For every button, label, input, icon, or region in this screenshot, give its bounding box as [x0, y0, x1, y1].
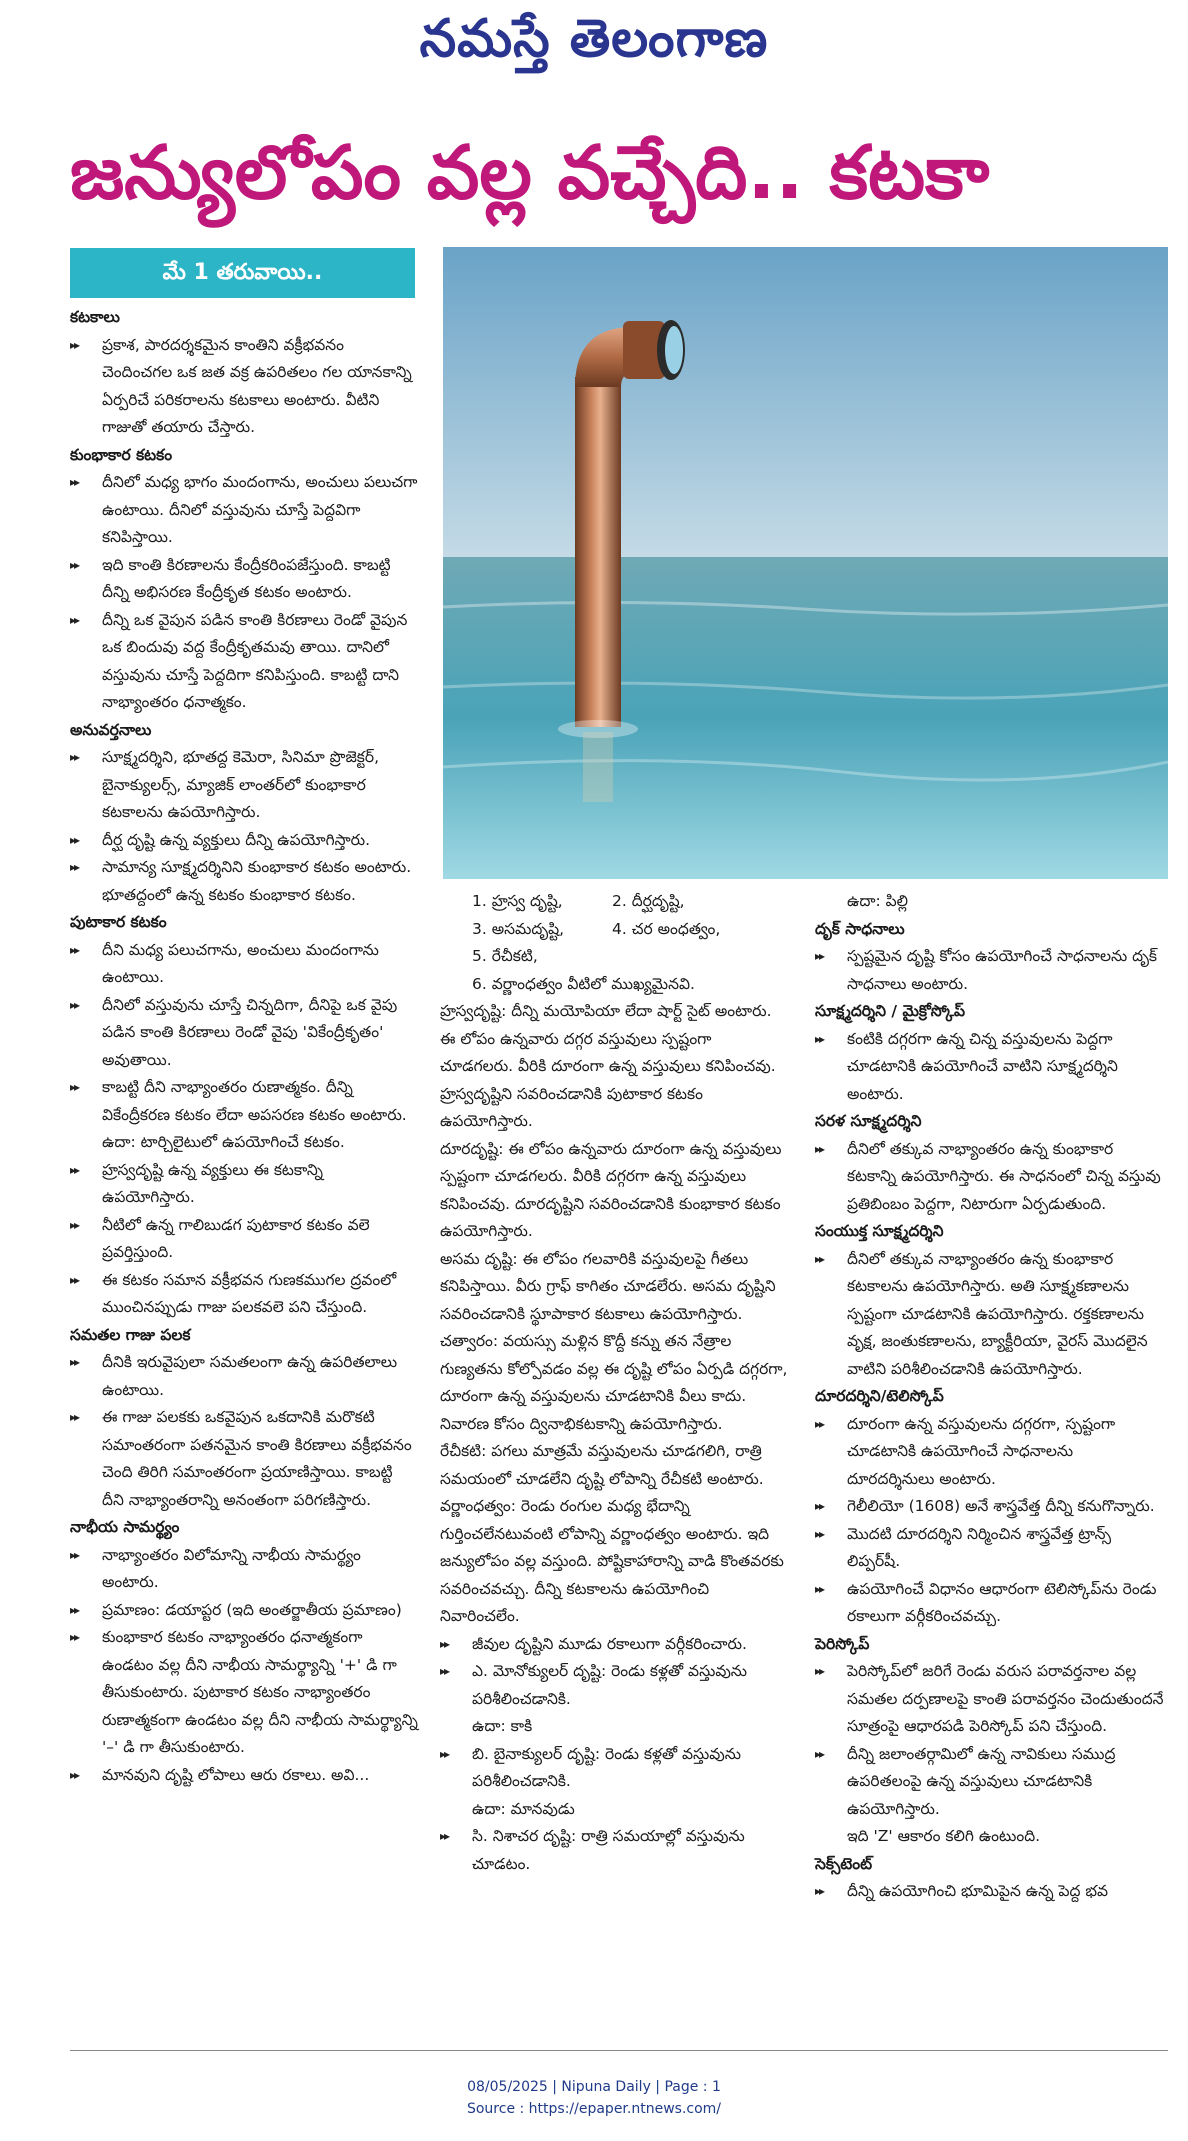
footer-source-line: Source : https://epaper.ntnews.com/: [466, 2101, 722, 2117]
bullet-item: ▸▸ దీనిలో వస్తువును చూస్తే చిన్నదిగా, దీనిపై ఒక వైపు పడిన కాంతి కిరణాలు రెండో వైపు 'వికేంద్రీకృతం' అవుతాయి.: [70, 992, 418, 1075]
section-heading: పుటాకార కటకం: [70, 913, 167, 931]
bullet-item: ▸▸ దీనిలో తక్కువ నాభ్యాంతరం ఉన్న కుంభాకార కటకాలను ఉపయోగిస్తారు. అతి సూక్ష్మకణాలను స్పష్టంగా చూడటానికి ఉపయోగిస్తారు. రక్తకణాలను వృక్ష, జంతుకణాలను, బ్యాక్టీరియా, వైరస్ మొదలైన వాటిని పరిశీలించడానికి ఉపయోగిస్తారు.: [815, 1246, 1165, 1384]
column-3: [815, 888, 1165, 1906]
section-heading: సంయుక్త సూక్ష్మదర్శిని: [815, 1222, 944, 1240]
defect-list-entry: 4. చర అంధత్వం,: [612, 919, 721, 938]
column-2: [440, 888, 788, 1878]
bullet-item: ▸▸ కుంభాకార కటకం నాభ్యాంతరం ధనాత్మకంగా ఉండటం వల్ల దీని నాభీయ సామర్థ్యాన్ని '+' డి గా తీసుకుంటారు. పుటాకార కటకం నాభ్యాంతరం రుణాత్మకంగా ఉండటం వల్ల దీని నాభీయ సామర్థ్యాన్ని '–' డి గా తీసుకుంటారు.: [70, 1624, 418, 1762]
section-heading: పెరిస్కోప్: [815, 1634, 870, 1653]
bullet-item: ▸▸ ఈ కటకం సమాన వక్రీభవన గుణకముగల ద్రవంలో ముంచినప్పుడు గాజు పలకవలె పని చేస్తుంది.: [70, 1267, 418, 1322]
section-heading: సూక్ష్మదర్శిని / మైక్రోస్కోప్: [815, 1002, 965, 1020]
bullet-item: ▸▸ దీనిలో మధ్య భాగం మందంగాను, అంచులు పలుచగా ఉంటాయి. దీనిలో వస్తువును చూస్తే పెద్దవిగా కనిపిస్తాయి.: [70, 469, 418, 552]
bullet-item: ▸▸ దీనికి ఇరువైపులా సమతలంగా ఉన్న ఉపరితలాలు ఉంటాయి.: [70, 1349, 418, 1404]
section-heading: దృక్ సాధనాలు: [815, 919, 905, 938]
bullet-item: ▸▸ బి. బైనాక్యులర్ దృష్టి: రెండు కళ్లతో వస్తువును పరిశీలించడానికి.: [440, 1741, 788, 1796]
bullet-item: ▸▸ ప్రమాణం: డయాప్టర (ఇది అంతర్జాతీయ ప్రమాణం): [70, 1597, 418, 1625]
defect-list-row: [440, 943, 788, 971]
masthead: నమస్తే తెలంగాణ: [419, 8, 769, 69]
example-line: ఇది 'Z' ఆకారం కలిగి ఉంటుంది.: [847, 1827, 1041, 1845]
paragraph: రేచీకటి: పగలు మాత్రమే వస్తువులను చూడగలిగి, రాత్రి సమయంలో చూడలేని దృష్టి లోపాన్ని రేచీకటి అంటారు.: [440, 1442, 764, 1488]
column-2-body: [440, 998, 788, 1878]
section-heading: దూరదర్శిని/టెలిస్కోప్: [815, 1387, 944, 1405]
section-heading: సరళ సూక్ష్మదర్శిని: [815, 1112, 922, 1130]
bullet-item: ▸▸ ఈ గాజు పలకకు ఒకవైపున ఒకదానికి మరొకటి సమాంతరంగా పతనమైన కాంతి కిరణాలు వక్రీభవనం చెంది తిరిగి సమాంతరంగా ప్రయాణిస్తాయి. కాబట్టి దీని నాభ్యాంతరాన్ని అనంతంగా పరిగణిస్తారు.: [70, 1404, 418, 1514]
example-line: ఉదా: టార్చిలైటులో ఉపయోగించే కటకం.: [102, 1133, 345, 1151]
periscope-photo: [443, 247, 1168, 879]
defect-list: [440, 888, 788, 971]
bullet-item: ▸▸ హ్రస్వదృష్టి ఉన్న వ్యక్తులు ఈ కటకాన్ని ఉపయోగిస్తారు.: [70, 1157, 418, 1212]
column-1-body: [70, 304, 418, 1789]
paragraph: వర్ణాంధత్వం: రెండు రంగుల మధ్య భేదాన్ని గుర్తించలేనటువంటి లోపాన్ని వర్ణాంధత్వం అంటారు. ఇది జన్యులోపం వల్ల వస్తుంది. పోష్టికాహారాన్ని వాడి కొంతవరకు సవరించవచ్చు. దీన్ని కటకాలను ఉపయోగించి నివారించలేం.: [440, 1497, 784, 1625]
bullet-item: ▸▸ స్పష్టమైన దృష్టి కోసం ఉపయోగించే సాధనాలను దృక్ సాధనాలు అంటారు.: [815, 943, 1165, 998]
defect-list-entry: 2. దీర్ఘదృష్టి,: [612, 892, 685, 910]
bullet-item: ▸▸ నీటిలో ఉన్న గాలిబుడగ పుటాకార కటకం వలె ప్రవర్తిస్తుంది.: [70, 1212, 418, 1267]
section-heading: కటకాలు: [70, 308, 120, 326]
footer-rule: [70, 2050, 1168, 2051]
paragraph: చత్వారం: వయస్సు మళ్లిన కొద్దీ కన్ను తన నేత్రాల గుణ్యతను కోల్పోవడం వల్ల ఈ దృష్టి లోపం ఏర్పడి దగ్గరగా, దూరంగా ఉన్న వస్తువులను చూడటానికి వీలు కాదు. నివారణ కోసం ద్వినాభికటకాన్ని ఉపయోగిస్తారు.: [440, 1332, 788, 1433]
bullet-item: ▸▸ పెరిస్కోప్‌లో జరిగే రెండు వరుస పరావర్తనాల వల్ల సమతల దర్పణాలపై కాంతి పరావర్తనం చెందుతుందనే సూత్రంపై ఆధారపడి పెరిస్కోప్ పని చేస్తుంది.: [815, 1658, 1165, 1741]
bullet-item: ▸▸ దీన్ని ఒక వైపున పడిన కాంతి కిరణాలు రెండో వైపున ఒక బిందువు వద్ద కేంద్రీకృతమవు తాయి. దానిలో వస్తువును చూస్తే పెద్దదిగా కనిపిస్తుంది. కాబట్టి దాని నాభ్యాంతరం ధనాత్మకం.: [70, 607, 418, 717]
section-heading: సెక్స్‌టెంట్: [815, 1854, 873, 1873]
defect-list-last: 6. వర్ణాంధత్వం వీటిలో ముఖ్యమైనవి.: [472, 974, 695, 993]
bullet-item: ▸▸ ఉపయోగించే విధానం ఆధారంగా టెలిస్కోప్‌ను రెండు రకాలుగా వర్గీకరించవచ్చు.: [815, 1576, 1165, 1631]
paragraph: దూరదృష్టి: ఈ లోపం ఉన్నవారు దూరంగా ఉన్న వస్తువులు స్పష్టంగా చూడగలరు. వీరికి దగ్గరగా ఉన్న వస్తువులు కనిపించవు. దూరదృష్టిని సవరించడానికి కుంభాకార కటకం ఉపయోగిస్తారు.: [440, 1139, 782, 1240]
bullet-item: ▸▸ కాబట్టి దీని నాభ్యాంతరం రుణాత్మకం. దీన్ని వికేంద్రీకరణ కటకం లేదా అపసరణ కటకం అంటారు.: [70, 1074, 418, 1129]
column-3-body: [815, 888, 1165, 1906]
bullet-item: ▸▸ నాభ్యాంతరం విలోమాన్ని నాభీయ సామర్థ్యం అంటారు.: [70, 1542, 418, 1597]
section-heading: సమతల గాజు పలక: [70, 1325, 191, 1344]
bullet-item: ▸▸ దూరంగా ఉన్న వస్తువులను దగ్గరగా, స్పష్టంగా చూడటానికి ఉపయోగించే సాధనాలను దూరదర్శినులు అంటారు.: [815, 1411, 1165, 1494]
bullet-item: ▸▸ దీర్ఘ దృష్టి ఉన్న వ్యక్తులు దీన్ని ఉపయోగిస్తారు.: [70, 827, 418, 855]
defect-list-entry: 3. అసమదృష్టి,: [472, 919, 565, 938]
section-heading: నాభీయ సామర్థ్యం: [70, 1518, 180, 1536]
defect-list-entry: 5. రేచీకటి,: [472, 947, 538, 965]
defect-list-row: [440, 888, 788, 916]
paragraph: అసమ దృష్టి: ఈ లోపం గలవారికి వస్తువులపై గీతలు కనిపిస్తాయి. వీరు గ్రాఫ్ కాగితం చూడలేరు. అసమ దృష్టిని సవరించడానికి స్థూపాకార కటకాలు ఉపయోగిస్తారు.: [440, 1249, 776, 1323]
defect-list-entry: 1. హ్రస్వ దృష్టి,: [472, 892, 563, 910]
bullet-item: ▸▸ మొదటి దూరదర్శిని నిర్మించిన శాస్త్రవేత్త ట్రాన్స్ లిప్పర్‌షీ.: [815, 1521, 1165, 1576]
footer-date-line: 08/05/2025 | Nipuna Daily | Page : 1: [467, 2079, 721, 2095]
periscope-illustration: [443, 247, 1168, 879]
bullet-item: ▸▸ ప్రకాశ, పారదర్శకమైన కాంతిని వక్రీభవనం చెందించగల ఒక జత వక్ర ఉపరితలం గల యానకాన్ని ఏర్పరిచే పరికరాలను కటకాలు అంటారు. వీటిని గాజుతో తయారు చేస్తారు.: [70, 332, 418, 442]
bullet-item: ▸▸ ఎ. మోనోక్యులర్ దృష్టి: రెండు కళ్లతో వస్తువును పరిశీలించడానికి.: [440, 1658, 788, 1713]
bullet-item: ▸▸ మానవుని దృష్టి లోపాలు ఆరు రకాలు. అవి...: [70, 1762, 418, 1790]
example-line: ఉదా: పిల్లి: [847, 892, 909, 910]
bullet-item: ▸▸ దీనిలో తక్కువ నాభ్యాంతరం ఉన్న కుంభాకార కటకాన్ని ఉపయోగిస్తారు. ఈ సాధనంలో చిన్న వస్తువు ప్రతిబింబం పెద్దగా, నిటారుగా ఏర్పడుతుంది.: [815, 1136, 1165, 1219]
bullet-item: ▸▸ సి. నిశాచర దృష్టి: రాత్రి సమయాల్లో వస్తువును చూడటం.: [440, 1823, 788, 1878]
example-line: ఉదా: మానవుడు: [472, 1799, 575, 1818]
footer: [0, 2076, 1188, 2120]
paragraph: హ్రస్వదృష్టి: దీన్ని మయోపియా లేదా షార్ట్ సైట్ అంటారు. ఈ లోపం ఉన్నవారు దగ్గర వస్తువులు స్పష్టంగా చూడగలరు. వీరికి దూరంగా ఉన్న వస్తువులు కనిపించవు. హ్రస్వదృష్టిని సవరించడానికి పుటాకార కటకం ఉపయోగిస్తారు.: [440, 1002, 776, 1130]
bullet-item: ▸▸ దీన్ని జలాంతర్గామిలో ఉన్న నావికులు సముద్ర ఉపరితలంపై ఉన్న వస్తువులు చూడటానికి ఉపయోగిస్తారు.: [815, 1741, 1165, 1824]
bullet-item: ▸▸ సూక్ష్మదర్శిని, భూతద్ద కెమెరా, సినిమా ప్రొజెక్టర్, బైనాక్యులర్స్, మ్యాజిక్ లాంతర్‌లో కుంభాకార కటకాలను ఉపయోగిస్తారు.: [70, 744, 418, 827]
section-heading: కుంభాకార కటకం: [70, 445, 173, 464]
defect-list-row: [440, 916, 788, 944]
column-1: [70, 248, 418, 1789]
headline: జన్యులోపం వల్ల వచ్చేది.. కటకా: [70, 130, 990, 216]
bullet-item: ▸▸ దీన్ని ఉపయోగించి భూమిపైన ఉన్న పెద్ద భవ: [815, 1878, 1165, 1906]
bullet-item: ▸▸ దీని మధ్య పలుచగాను, అంచులు మందంగాను ఉంటాయి.: [70, 937, 418, 992]
bullet-item: ▸▸ గెలీలియో (1608) అనే శాస్త్రవేత్త దీన్ని కనుగొన్నారు.: [815, 1493, 1165, 1521]
example-line: ఉదా: కాకి: [472, 1717, 533, 1735]
bullet-item: ▸▸ జీవుల దృష్టిని మూడు రకాలుగా వర్గీకరించారు.: [440, 1631, 788, 1659]
section-heading: అనువర్తనాలు: [70, 720, 152, 739]
bullet-item: ▸▸ ఇది కాంతి కిరణాలను కేంద్రీకరింపజేస్తుంది. కాబట్టి దీన్ని అభిసరణ కేంద్రీకృత కటకం అంటారు.: [70, 552, 418, 607]
bullet-item: ▸▸ సామాన్య సూక్ష్మదర్శినిని కుంభాకార కటకం అంటారు. భూతద్దంలో ఉన్న కటకం కుంభాకార కటకం.: [70, 854, 418, 909]
bullet-item: ▸▸ కంటికి దగ్గరగా ఉన్న చిన్న వస్తువులను పెద్దగా చూడటానికి ఉపయోగించే వాటిని సూక్ష్మదర్శిని అంటారు.: [815, 1026, 1165, 1109]
continuation-tag: మే 1 తరువాయి..: [70, 248, 415, 298]
